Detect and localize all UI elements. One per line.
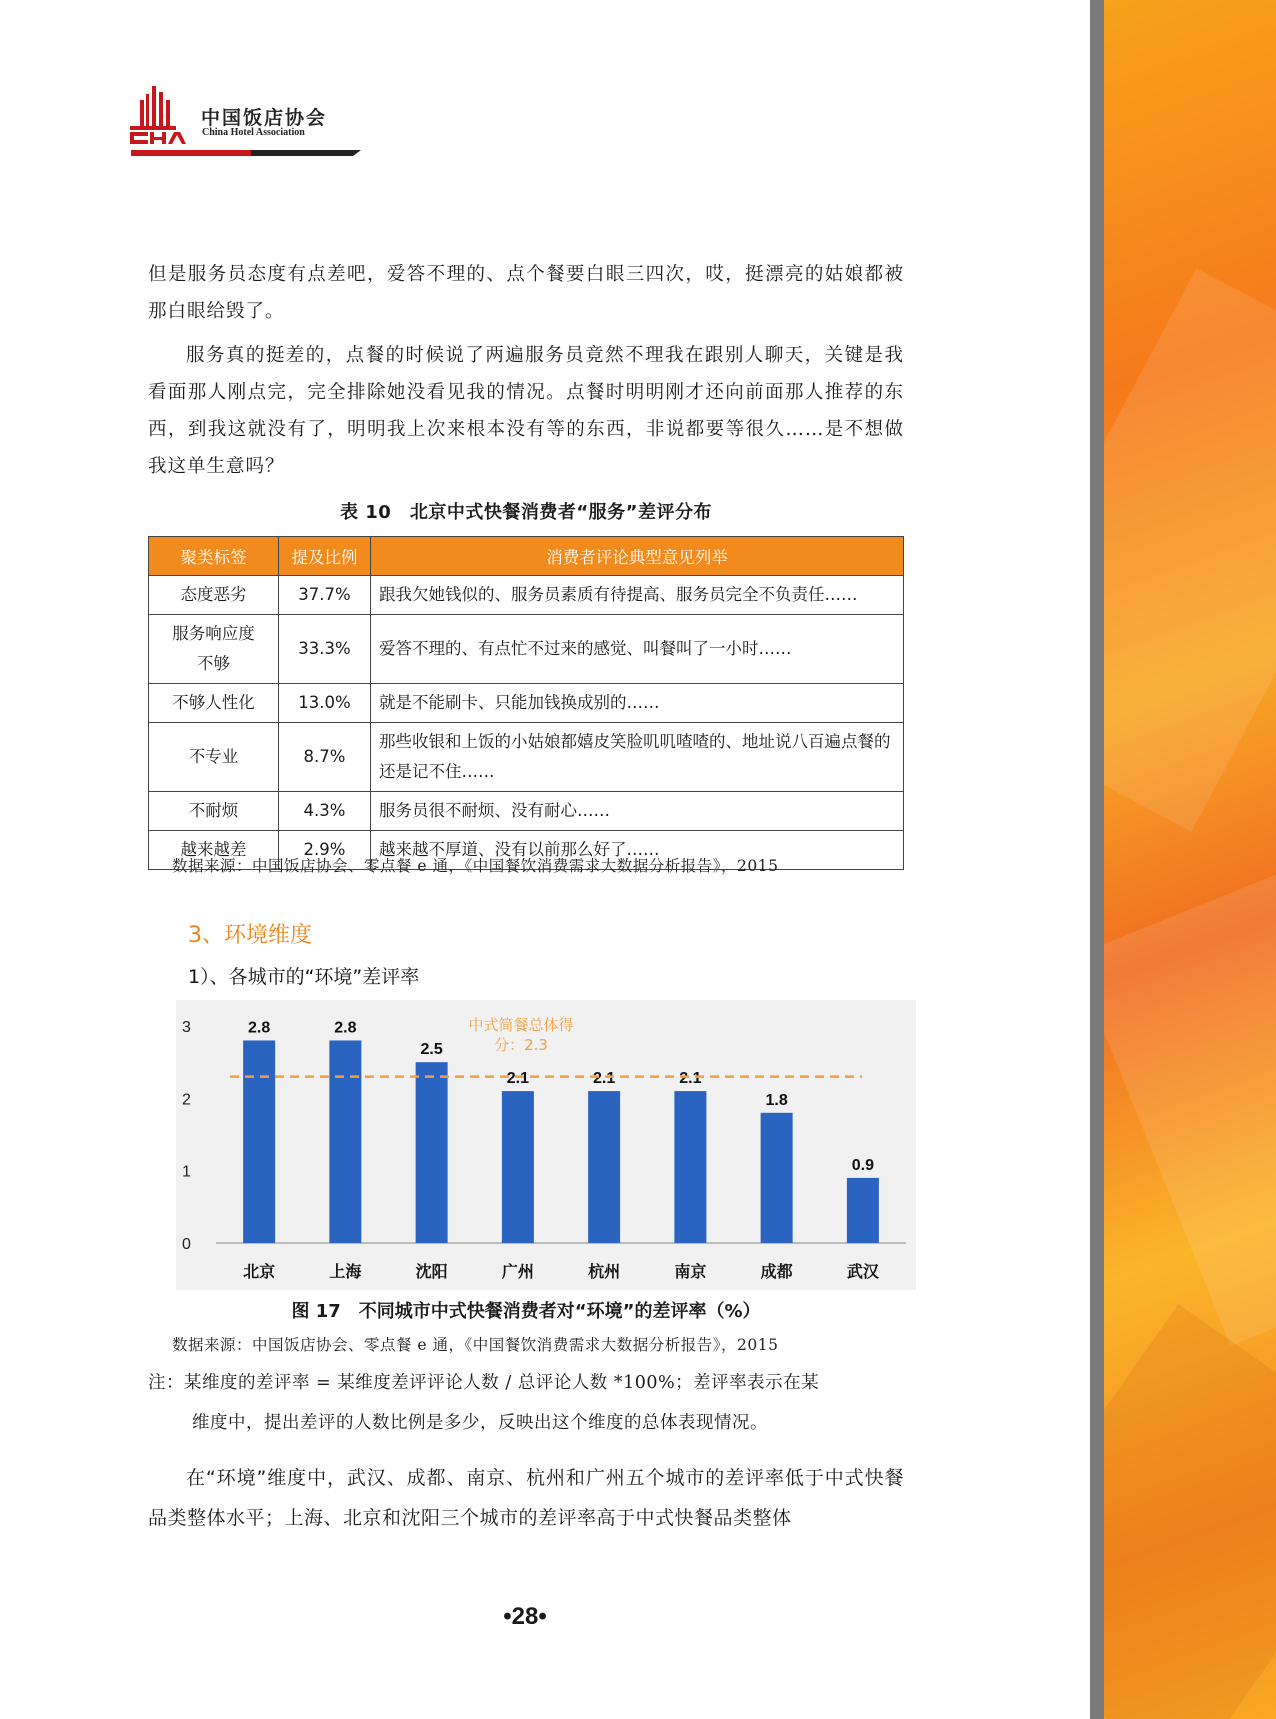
service-complaint-table bbox=[148, 536, 904, 870]
paragraph-1: 但是服务员态度有点差吧，爱答不理的、点个餐要白眼三四次，哎，挺漂亮的姑娘都被那白眼给毁了。 bbox=[148, 264, 904, 322]
section-heading: 3、环境维度 bbox=[188, 923, 312, 948]
x-tick-label: 成都 bbox=[760, 1262, 793, 1281]
comment-cell: 爱答不理的、有点忙不过来的感觉、叫餐叫了一小时…… bbox=[371, 615, 904, 684]
y-tick-label: 3 bbox=[182, 1019, 191, 1036]
bar-3 bbox=[502, 1091, 534, 1243]
y-tick-label: 1 bbox=[182, 1163, 191, 1181]
ratio-cell: 37.7% bbox=[279, 576, 371, 615]
org-name-en: China Hotel Association bbox=[202, 127, 305, 138]
figure-caption: 图 17 不同城市中式快餐消费者对“环境”的差评率（%） bbox=[291, 1301, 761, 1322]
table-row bbox=[149, 576, 904, 615]
note-line-1: 注：某维度的差评率 = 某维度差评评论人数 / 总评论人数 *100%；差评率表示在某 bbox=[148, 1373, 820, 1393]
ratio-cell: 13.0% bbox=[279, 684, 371, 723]
reference-line-label: 分：2.3 bbox=[494, 1036, 548, 1054]
column-header: 提及比例 bbox=[279, 537, 371, 576]
label-cell: 服务响应度不够 bbox=[149, 615, 279, 684]
side-orange-band bbox=[1104, 0, 1276, 1719]
bar-value-label: 2.1 bbox=[679, 1070, 702, 1088]
table-row bbox=[149, 615, 904, 684]
note-line-2: 维度中，提出差评的人数比例是多少，反映出这个维度的总体表现情况。 bbox=[192, 1413, 768, 1433]
bar-value-label: 2.1 bbox=[593, 1070, 616, 1088]
bar-4 bbox=[588, 1091, 620, 1243]
chart-panel bbox=[176, 1000, 916, 1290]
orange-facet bbox=[1104, 268, 1276, 832]
y-tick-label: 2 bbox=[182, 1091, 191, 1109]
column-header: 消费者评论典型意见列举 bbox=[371, 537, 904, 576]
comment-cell: 那些收银和上饭的小姑娘都嬉皮笑脸叽叽喳喳的、地址说八百遍点餐的还是记不住…… bbox=[371, 723, 904, 792]
label-cell: 态度恶劣 bbox=[149, 576, 279, 615]
bar-7 bbox=[847, 1178, 879, 1243]
bar-0 bbox=[243, 1040, 275, 1243]
bar-value-label: 2.5 bbox=[420, 1041, 443, 1059]
x-tick-label: 北京 bbox=[243, 1262, 276, 1281]
table-header-row bbox=[149, 537, 904, 576]
comment-cell: 越来越不厚道、没有以前那么好了…… bbox=[371, 831, 904, 870]
label-cell: 不耐烦 bbox=[149, 792, 279, 831]
label-cell: 越来越差 bbox=[149, 831, 279, 870]
reference-line-label: 中式简餐总体得 bbox=[468, 1016, 574, 1034]
note-block bbox=[148, 1363, 908, 1443]
bar-value-label: 2.8 bbox=[334, 1019, 357, 1037]
bar-value-label: 0.9 bbox=[851, 1156, 874, 1174]
bar-6 bbox=[761, 1113, 793, 1243]
x-tick-label: 杭州 bbox=[588, 1262, 621, 1281]
table-source: 数据来源：中国饭店协会、零点餐 e 通，《中国餐饮消费需求大数据分析报告》，2015 bbox=[172, 857, 779, 875]
page-number: •28• bbox=[503, 1603, 547, 1630]
x-tick-label: 沈阳 bbox=[415, 1262, 448, 1281]
bar-chart bbox=[176, 1000, 916, 1290]
bar-value-label: 1.8 bbox=[765, 1091, 788, 1109]
y-tick-label: 0 bbox=[182, 1236, 191, 1253]
comment-cell: 服务员很不耐烦、没有耐心…… bbox=[371, 792, 904, 831]
section-subheading: 1）、各城市的“环境”差评率 bbox=[188, 966, 420, 988]
header-rule bbox=[131, 150, 361, 156]
table-title: 表 10 北京中式快餐消费者“服务”差评分布 bbox=[340, 502, 712, 523]
paragraph-2: 服务真的挺差的，点餐的时候说了两遍服务员竟然不理我在跟别人聊天，关键是我看面那人刚点完，完全排除她没看见我的情况。点餐时明明刚才还向前面那人推荐的东西，到我这就没有了，明明我上次来根本没有等的东西，非说都要等很久……是不想做我这单生意吗？ bbox=[148, 345, 904, 477]
ratio-cell: 2.9% bbox=[279, 831, 371, 870]
bar-5 bbox=[674, 1091, 706, 1243]
orange-facet bbox=[1104, 874, 1276, 1346]
bar-1 bbox=[329, 1040, 361, 1243]
orange-facet bbox=[1104, 1304, 1276, 1719]
org-name-cn: 中国饭店协会 bbox=[201, 107, 328, 129]
table-row bbox=[149, 723, 904, 792]
bar-2 bbox=[416, 1062, 448, 1243]
comment-cell: 跟我欠她钱似的、服务员素质有待提高、服务员完全不负责任…… bbox=[371, 576, 904, 615]
bar-value-label: 2.1 bbox=[506, 1070, 529, 1088]
ratio-cell: 33.3% bbox=[279, 615, 371, 684]
table-row bbox=[149, 684, 904, 723]
x-tick-label: 广州 bbox=[501, 1262, 534, 1281]
label-cell: 不专业 bbox=[149, 723, 279, 792]
ratio-cell: 4.3% bbox=[279, 792, 371, 831]
side-gray-band bbox=[1090, 0, 1104, 1719]
comment-cell: 就是不能刷卡、只能加钱换成别的…… bbox=[371, 684, 904, 723]
bar-value-label: 2.8 bbox=[248, 1019, 271, 1037]
ratio-cell: 8.7% bbox=[279, 723, 371, 792]
conclusion-paragraph: 在“环境”维度中，武汉、成都、南京、杭州和广州五个城市的差评率低于中式快餐品类整体水平；上海、北京和沈阳三个城市的差评率高于中式快餐品类整体 bbox=[148, 1467, 904, 1529]
chart-source: 数据来源：中国饭店协会、零点餐 e 通，《中国餐饮消费需求大数据分析报告》，2015 bbox=[172, 1336, 779, 1354]
x-tick-label: 南京 bbox=[674, 1262, 707, 1281]
label-cell: 不够人性化 bbox=[149, 684, 279, 723]
x-tick-label: 武汉 bbox=[846, 1262, 879, 1281]
x-tick-label: 上海 bbox=[329, 1262, 362, 1281]
table-row bbox=[149, 792, 904, 831]
column-header: 聚类标签 bbox=[149, 537, 279, 576]
